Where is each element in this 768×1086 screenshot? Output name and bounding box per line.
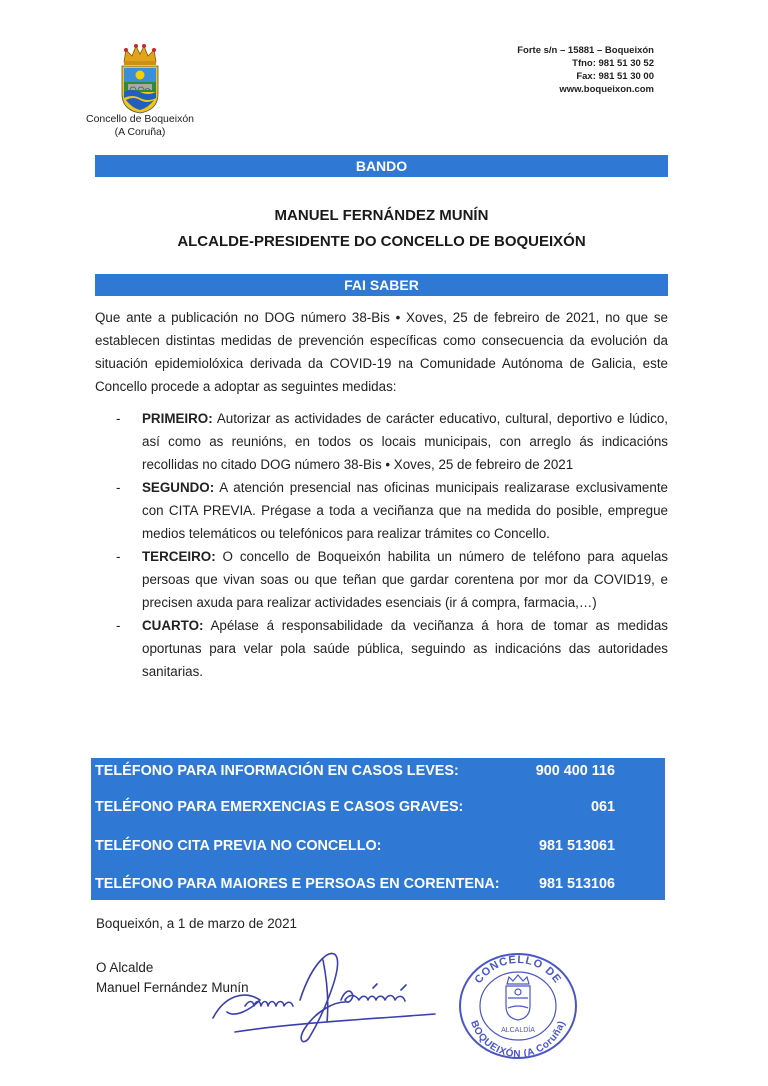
phone-number[interactable]: 061 (590, 799, 615, 815)
phone-label: TELÉFONO PARA INFORMACIÓN EN CASOS LEVES: (95, 763, 459, 779)
council-name (84, 113, 196, 139)
list-dash: - (116, 480, 121, 495)
svg-text:CONCELLO DE (472, 954, 563, 986)
coat-of-arms-icon (118, 42, 162, 114)
list-dash: - (116, 618, 121, 633)
address-line: Forte s/n – 15881 – Boqueixón (517, 45, 654, 56)
phone-number[interactable]: 900 400 116 (535, 763, 615, 779)
signatory-role: O Alcalde (96, 960, 154, 975)
measure-term: TERCEIRO: (142, 549, 216, 564)
measure-item (112, 545, 668, 614)
official-stamp (455, 950, 581, 1062)
intro-paragraph: Que ante a publicación no DOG número 38-Bis • Xoves, 25 de febreiro de 2021, no que se establecen distintas medidas de prevención específicas como consecuencia da evolución da situación epidemiolóxica derivada da COVID-19 na Comunidade Autónoma de Galicia, este Concello procede a adoptar as seguintes medidas: (95, 310, 668, 394)
stamp-top-text: CONCELLO DE (472, 953, 564, 986)
phone-row (95, 759, 615, 783)
measure-text: Apélase á responsabilidade da veciñanza á hora de tomar as medidas oportunas para velar pola saúde pública, seguindo as indicacións das autoridades sanitarias. (142, 618, 668, 679)
stamp-crest-icon (506, 975, 530, 1020)
phone-row (95, 872, 615, 896)
contact-block (517, 44, 654, 96)
phone-label: TELÉFONO CITA PREVIA NO CONCELLO: (95, 838, 382, 854)
website-link[interactable]: www.boqueixon.com (559, 84, 654, 95)
measure-text: Autorizar as actividades de carácter educativo, cultural, deportivo e lúdico, así como as reunións, en todos os locais municipais, con arreglo ás indicacións recollidas no citado DOG número 38-Bis • Xoves, 25 de febreiro de 2021 (142, 411, 668, 472)
measure-term: SEGUNDO: (142, 480, 215, 495)
measures-list (112, 407, 668, 683)
measure-text: O concello de Boqueixón habilita un número de teléfono para aquelas persoas que vivan soas ou que teñan que gardar corentena por mor da COVID19, e precisen axuda para realizar actividades esenciais (ir á compra, farmacia,…) (142, 549, 668, 610)
phone-number[interactable]: 981 513106 (538, 876, 615, 892)
measure-term: CUARTO: (142, 618, 204, 633)
measure-item (112, 407, 668, 476)
measure-text: A atención presencial nas oficinas municipais realizarase exclusivamente con CITA PREVIA. Prégase a toda a veciñanza que na medida do posible, empregue medios telemáticos ou telefónicos para realizar trámites co Concello. (142, 480, 668, 541)
stamp-bottom-text: BOQUEIXÓN (A Coruña) (468, 1019, 568, 1061)
measure-item (112, 614, 668, 683)
official-name: MANUEL FERNÁNDEZ MUNÍN (274, 207, 489, 224)
phone-line: Tfno: 981 51 30 52 (572, 58, 654, 69)
signatory-name: Manuel Fernández Munín (96, 980, 249, 995)
measure-term: PRIMEIRO: (142, 411, 213, 426)
phones-box (91, 758, 665, 900)
council-region-line: (A Coruña) (114, 126, 166, 138)
list-dash: - (116, 411, 121, 426)
fax-line: Fax: 981 51 30 00 (576, 71, 654, 82)
handwritten-signature (205, 940, 450, 1050)
official-position: ALCALDE-PRESIDENTE DO CONCELLO DE BOQUEIXÓN (177, 233, 586, 250)
official-heading (95, 203, 668, 255)
phone-row (95, 834, 615, 858)
list-dash: - (116, 549, 121, 564)
phone-row (95, 795, 615, 819)
bando-heading: BANDO (95, 155, 668, 177)
fai-saber-heading: FAI SABER (95, 274, 668, 296)
council-name-line: Concello de Boqueixón (86, 113, 194, 125)
phone-label: TELÉFONO PARA MAIORES E PERSOAS EN CORENTENA: (95, 876, 500, 892)
phone-label: TELÉFONO PARA EMERXENCIAS E CASOS GRAVES: (95, 799, 464, 815)
measure-item (112, 476, 668, 545)
place-date: Boqueixón, a 1 de marzo de 2021 (96, 916, 298, 931)
stamp-center-text: ALCALDÍA (501, 1027, 535, 1034)
phone-number[interactable]: 981 513061 (538, 838, 615, 854)
